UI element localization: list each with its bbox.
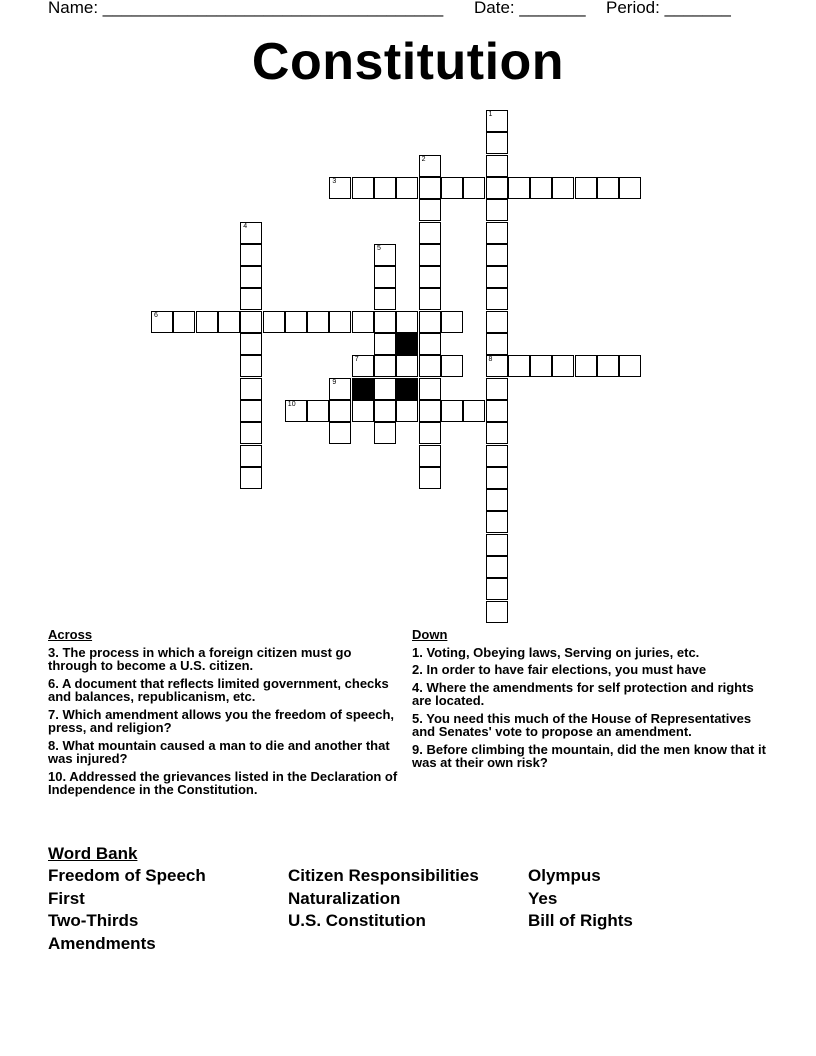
crossword-cell[interactable]: [374, 333, 396, 355]
crossword-cell[interactable]: [173, 311, 195, 333]
crossword-cell[interactable]: [196, 311, 218, 333]
crossword-cell[interactable]: [552, 355, 574, 377]
crossword-cell[interactable]: [240, 422, 262, 444]
crossword-cell[interactable]: [218, 311, 240, 333]
across-clues: [48, 628, 398, 801]
crossword-cell[interactable]: [486, 467, 508, 489]
crossword-cell[interactable]: [419, 400, 441, 422]
down-clue: [412, 681, 767, 708]
crossword-cell[interactable]: [441, 355, 463, 377]
clue-number-label: 3.: [48, 644, 59, 660]
crossword-cell[interactable]: [552, 177, 574, 199]
crossword-cell[interactable]: [486, 266, 508, 288]
across-clue: [48, 739, 398, 766]
down-clue: [412, 663, 767, 677]
clue-number: 2: [421, 155, 426, 163]
clue-number: 1: [488, 111, 493, 118]
down-clues: [412, 628, 767, 774]
clue-number: 4: [243, 222, 248, 230]
crossword-cell[interactable]: [419, 333, 441, 355]
crossword-cell[interactable]: [419, 422, 441, 444]
crossword-cell[interactable]: [240, 355, 262, 377]
clue-number-label: 8.: [48, 737, 59, 753]
crossword-cell[interactable]: [486, 333, 508, 355]
crossword-cell[interactable]: [530, 177, 552, 199]
crossword-cell[interactable]: [486, 222, 508, 244]
crossword-cell[interactable]: [419, 155, 441, 177]
clue-number-label: 4.: [412, 679, 423, 695]
crossword-cell[interactable]: [374, 311, 396, 333]
clue-text: What mountain caused a man to die and another that was injured?: [48, 737, 390, 766]
clue-number-label: 9.: [412, 741, 423, 757]
clue-number-label: 1.: [412, 644, 423, 660]
crossword-cell[interactable]: [575, 355, 597, 377]
crossword-cell[interactable]: [285, 400, 307, 422]
crossword-cell[interactable]: [508, 355, 530, 377]
name-field-label: Name: ____________________________________: [48, 0, 444, 17]
crossword-cell[interactable]: [486, 445, 508, 467]
crossword-cell[interactable]: [419, 222, 441, 244]
crossword-cell[interactable]: [240, 244, 262, 266]
crossword-cell[interactable]: [374, 288, 396, 310]
crossword-cell[interactable]: [419, 288, 441, 310]
crossword-cell[interactable]: [240, 467, 262, 489]
crossword-cell[interactable]: [530, 355, 552, 377]
crossword-cell[interactable]: [486, 534, 508, 556]
clue-number: 9: [332, 378, 337, 386]
crossword-black-cell: [396, 378, 418, 400]
word-bank-item: Citizen Responsibilities: [288, 866, 479, 885]
crossword-cell[interactable]: [419, 311, 441, 333]
crossword-cell[interactable]: [486, 199, 508, 221]
crossword-cell[interactable]: [486, 556, 508, 578]
across-clue: [48, 646, 398, 673]
crossword-cell[interactable]: [486, 288, 508, 310]
down-clue: [412, 712, 767, 739]
crossword-cell[interactable]: [486, 110, 508, 132]
clue-text: Where the amendments for self protection and rights are located.: [412, 679, 754, 708]
crossword-cell[interactable]: [307, 400, 329, 422]
crossword-cell[interactable]: [329, 177, 351, 199]
crossword-cell[interactable]: [374, 422, 396, 444]
clue-number-label: 2.: [412, 662, 423, 677]
crossword-cell[interactable]: [240, 266, 262, 288]
word-bank-item: Freedom of Speech: [48, 866, 206, 885]
across-clue: [48, 677, 398, 704]
crossword-cell[interactable]: [329, 311, 351, 333]
clue-number-label: 10.: [48, 768, 67, 784]
clue-number: 6: [154, 311, 158, 319]
crossword-cell[interactable]: [441, 311, 463, 333]
crossword-cell[interactable]: [486, 400, 508, 422]
crossword-black-cell: [396, 333, 418, 355]
crossword-cell[interactable]: [263, 311, 285, 333]
word-bank-item: Yes: [528, 888, 558, 908]
crossword-cell[interactable]: [419, 467, 441, 489]
crossword-cell[interactable]: [240, 333, 262, 355]
crossword-cell[interactable]: [597, 355, 619, 377]
period-field-label: Period: _______: [606, 0, 731, 17]
crossword-cell[interactable]: [374, 266, 396, 288]
word-bank-item: Two-Thirds: [48, 911, 139, 930]
page-title: Constitution: [251, 33, 565, 91]
crossword-cell[interactable]: [441, 177, 463, 199]
crossword-cell[interactable]: [486, 244, 508, 266]
crossword-cell[interactable]: [329, 400, 351, 422]
word-bank-item: Bill of Rights: [528, 911, 633, 930]
crossword-cell[interactable]: [441, 400, 463, 422]
crossword-cell[interactable]: [508, 177, 530, 199]
crossword-cell[interactable]: [240, 378, 262, 400]
crossword-cell[interactable]: [486, 422, 508, 444]
crossword-cell[interactable]: [240, 445, 262, 467]
crossword-cell[interactable]: [597, 177, 619, 199]
crossword-cell[interactable]: [352, 400, 374, 422]
crossword-cell[interactable]: [240, 222, 262, 244]
word-bank-item: Olympus: [528, 866, 601, 885]
crossword-cell[interactable]: [419, 199, 441, 221]
crossword-cell[interactable]: [619, 177, 641, 199]
crossword-cell[interactable]: [240, 311, 262, 333]
crossword-cell[interactable]: [396, 355, 418, 377]
crossword-cell[interactable]: [240, 400, 262, 422]
clue-number: 10: [287, 400, 296, 408]
crossword-cell[interactable]: [419, 177, 441, 199]
word-bank-item: First: [48, 888, 85, 908]
crossword-cell[interactable]: [619, 355, 641, 377]
word-bank-item: Naturalization: [288, 888, 401, 908]
crossword-cell[interactable]: [486, 132, 508, 154]
crossword-cell[interactable]: [307, 311, 329, 333]
clue-text: Before climbing the mountain, did the men know that it was at their own risk?: [412, 741, 766, 770]
crossword-cell[interactable]: [419, 445, 441, 467]
crossword-cell[interactable]: [486, 355, 508, 377]
clue-text: In order to have fair elections, you must have: [426, 662, 707, 677]
crossword-cell[interactable]: [352, 355, 374, 377]
crossword-cell[interactable]: [240, 288, 262, 310]
crossword-cell[interactable]: [374, 244, 396, 266]
crossword-cell[interactable]: [419, 266, 441, 288]
clue-number: 8: [488, 356, 493, 364]
clue-text: Addressed the grievances listed in the Declaration of Independence in the Constitution.: [48, 768, 398, 797]
crossword-cell[interactable]: [374, 355, 396, 377]
clue-text: A document that reflects limited government, checks and balances, republicanism, etc.: [48, 675, 389, 704]
clue-text: You need this much of the House of Representatives and Senates' vote to propose an amendment.: [412, 710, 752, 739]
across-heading: Across: [48, 627, 93, 642]
down-clue: [412, 743, 767, 770]
crossword-cell[interactable]: [486, 511, 508, 533]
down-heading: Down: [412, 627, 448, 642]
crossword-cell[interactable]: [374, 177, 396, 199]
crossword-cell[interactable]: [151, 311, 173, 333]
crossword-cell[interactable]: [486, 489, 508, 511]
crossword-cell[interactable]: [463, 177, 485, 199]
word-bank: [48, 866, 768, 954]
crossword-cell[interactable]: [374, 400, 396, 422]
crossword-cell[interactable]: [575, 177, 597, 199]
clue-text: The process in which a foreign citizen must go through to become a U.S. citizen.: [48, 644, 352, 673]
clue-number: 7: [354, 356, 359, 364]
date-field-label: Date: _______: [474, 0, 586, 17]
crossword-cell[interactable]: [396, 177, 418, 199]
clue-number-label: 7.: [48, 706, 59, 722]
crossword-cell[interactable]: [396, 400, 418, 422]
crossword-cell[interactable]: [352, 177, 374, 199]
crossword-cell[interactable]: [486, 578, 508, 600]
crossword-cell[interactable]: [486, 601, 508, 623]
clue-number: 5: [377, 244, 381, 252]
crossword-cell[interactable]: [329, 422, 351, 444]
across-clue: [48, 708, 398, 735]
across-clue: [48, 770, 398, 797]
word-bank-item: U.S. Constitution: [288, 911, 426, 930]
crossword-cell[interactable]: [285, 311, 307, 333]
crossword-cell[interactable]: [419, 378, 441, 400]
crossword-cell[interactable]: [419, 244, 441, 266]
crossword-cell[interactable]: [486, 378, 508, 400]
crossword-cell[interactable]: [374, 378, 396, 400]
crossword-black-cell: [352, 378, 374, 400]
clue-number: 3: [332, 177, 337, 185]
clue-number-label: 6.: [48, 675, 59, 691]
crossword-cell[interactable]: [419, 355, 441, 377]
crossword-cell[interactable]: [486, 155, 508, 177]
crossword-cell[interactable]: [352, 311, 374, 333]
down-clue: [412, 646, 767, 660]
crossword-cell[interactable]: [329, 378, 351, 400]
crossword-cell[interactable]: [396, 311, 418, 333]
word-bank-title: Word Bank: [48, 844, 138, 863]
clue-text: Which amendment allows you the freedom of speech, press, and religion?: [48, 706, 395, 735]
clue-number-label: 5.: [412, 710, 423, 726]
crossword-cell[interactable]: [486, 311, 508, 333]
clue-text: Voting, Obeying laws, Serving on juries, etc.: [426, 644, 700, 660]
word-bank-item: Amendments: [48, 933, 156, 953]
crossword-cell[interactable]: [486, 177, 508, 199]
crossword-cell[interactable]: [463, 400, 485, 422]
